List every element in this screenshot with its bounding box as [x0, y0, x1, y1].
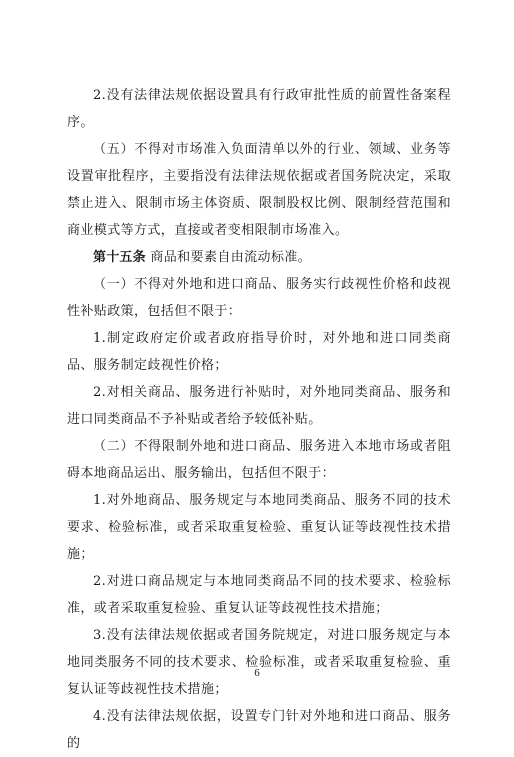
paragraph-section-2: （二）不得限制外地和进口商品、服务进入本地市场或者阻碍本地商品运出、服务输出，包括但不限于： [67, 439, 451, 481]
paragraph-item-1-pricing: 1.制定政府定价或者政府指导价时，对外地和进口同类商品、服务制定歧视性价格； [67, 331, 451, 373]
paragraph-item-4-partial: 4.没有法律法规依据，设置专门针对外地和进口商品、服务的 [67, 709, 451, 751]
article-title: 商品和要素自由流动标准。 [145, 250, 312, 265]
paragraph-item-3-services: 3.没有法律法规依据或者国务院规定，对进口服务规定与本地同类服务不同的技术要求、检验标准，或者采取重复检验、重复认证等歧视性技术措施； [67, 628, 451, 697]
paragraph-item-2-imports: 2.对进口商品规定与本地同类商品不同的技术要求、检验标准，或者采取重复检验、重复认证等歧视性技术措施； [67, 574, 451, 616]
paragraph-section-1: （一）不得对外地和进口商品、服务实行歧视性价格和歧视性补贴政策，包括但不限于： [67, 277, 451, 319]
document-body [67, 82, 451, 757]
paragraph-item-2-subsidy: 2.对相关商品、服务进行补贴时，对外地同类商品、服务和进口同类商品不予补贴或者给予较低补贴。 [67, 385, 451, 427]
paragraph-section-5: （五）不得对市场准入负面清单以外的行业、领域、业务等设置审批程序，主要指没有法律法规依据或者国务院决定，采取禁止进入、限制市场主体资质、限制股权比例、限制经营范围和商业模式等方式，直接或者变相限制市场准入。 [67, 142, 451, 238]
page-number: 6 [254, 667, 260, 679]
paragraph-item-1-technical: 1.对外地商品、服务规定与本地同类商品、服务不同的技术要求、检验标准，或者采取重复检验、重复认证等歧视性技术措施； [67, 493, 451, 562]
article-heading [67, 244, 451, 271]
paragraph-item-2-filing: 2.没有法律法规依据设置具有行政审批性质的前置性备案程序。 [67, 88, 451, 130]
article-label: 第十五条 [93, 250, 146, 265]
